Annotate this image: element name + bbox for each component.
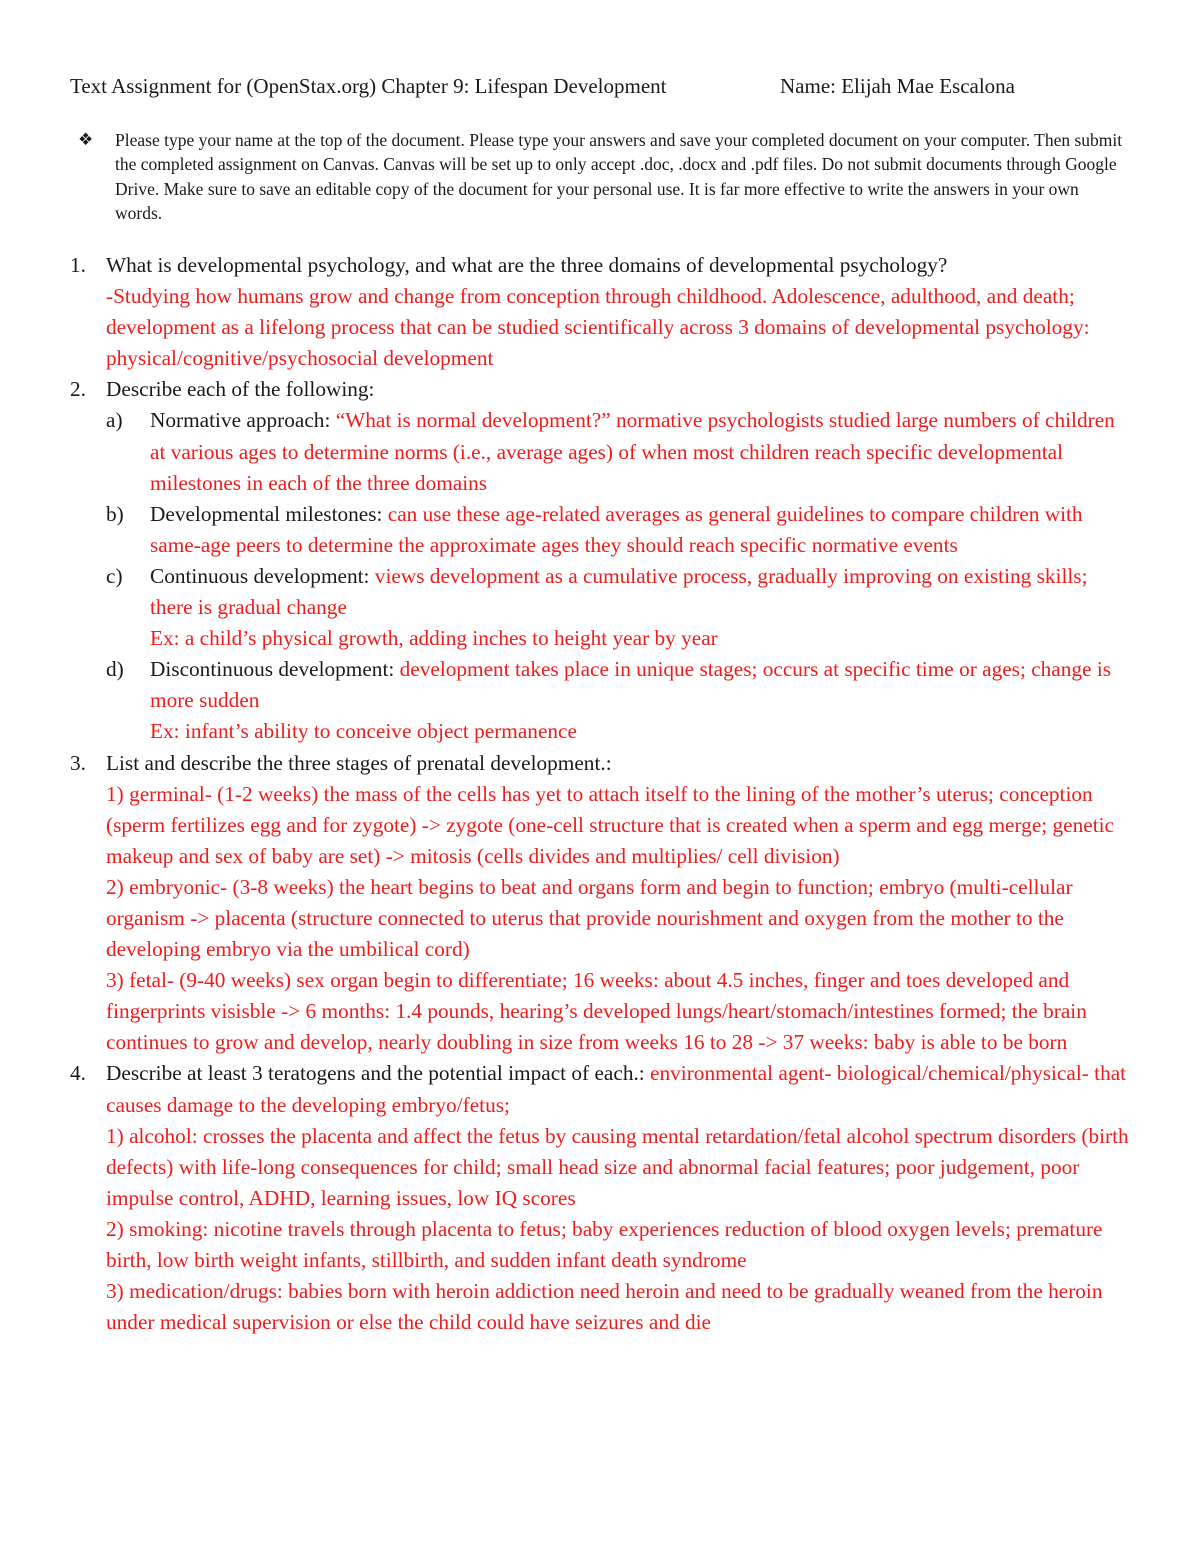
question-number: 4.: [70, 1061, 86, 1086]
question-text: Describe each of the following:: [106, 377, 375, 402]
stage-embryonic-text: 2) embryonic- (3-8 weeks) the heart begins to beat and organs form and begin to function; embryo (multi-cellular organism -> placenta (structure connected to uterus that provide nourishment and oxygen from the mother to the developing embryo via the umbilical cord): [106, 874, 1073, 962]
question-text: What is developmental psychology, and what are the three domains of developmental psychology?: [106, 253, 948, 277]
document-header: [70, 72, 1150, 100]
student-name: Name: Elijah Mae Escalona: [780, 74, 1015, 98]
question-number: 2.: [70, 377, 86, 402]
subquestion-b: [106, 499, 1130, 561]
subquestion-term: Normative approach:: [150, 408, 336, 433]
answer-intro-text: environmental agent- biological/chemical/physical- that causes damage to the developing embryo/fetus;: [106, 1061, 1127, 1117]
subquestion-label: a): [106, 408, 123, 433]
answer-text: development takes place in unique stages; occurs at specific time or ages; change is more sudden: [150, 657, 1112, 713]
stage-germinal-text: 1) germinal- (1-2 weeks) the mass of the cells has yet to attach itself to the lining of the mother’s uterus; conception (sperm fertilizes egg and for zygote) -> zygote (one-cell structure that is created when a sperm and egg merge; genetic makeup and sex of baby are set) -> mitosis (cells divides and multiplies/ cell division): [106, 781, 1115, 868]
subquestion-term: Developmental milestones:: [150, 501, 388, 526]
example-text: Ex: a child’s physical growth, adding inches to height year by year: [150, 626, 718, 651]
questions-list: [70, 250, 1130, 1338]
question-2: [70, 374, 1130, 747]
question-text: List and describe the three stages of prenatal development.:: [106, 750, 612, 775]
subquestion-term: Discontinuous development:: [150, 657, 400, 682]
assignment-title: Text Assignment for (OpenStax.org) Chapter 9: Lifespan Development: [70, 74, 667, 98]
question-text: Describe at least 3 teratogens and the potential impact of each.:: [106, 1061, 651, 1086]
answer-text: “What is normal development?” normative psychologists studied large numbers of children at various ages to determine norms (i.e., average ages) of when most children reach specific developmental milestones in each of the three domains: [150, 408, 1115, 495]
question-number: 1.: [70, 253, 86, 277]
subquestion-label: b): [106, 501, 124, 526]
question-1: [70, 250, 1130, 374]
instructions-note: [78, 128, 1128, 226]
teratogen-drugs-text: 3) medication/drugs: babies born with heroin addiction need heroin and need to be gradually weaned from the heroin under medical supervision or else the child could have seizures and die: [106, 1279, 1103, 1335]
four-diamond-bullet-icon: ❖: [78, 130, 94, 149]
subquestion-term: Continuous development:: [150, 563, 375, 588]
instructions-text: Please type your name at the top of the document. Please type your answers and save your completed document on your computer. Then submit the completed assignment on Canvas. Canvas will be set up to only accept .doc, .docx and .pdf files. Do not submit documents through Google Drive. Make sure to save an editable copy of the document for your personal use. It is far more effective to write the answers in your own words.: [115, 130, 1123, 224]
answer-text: -Studying how humans grow and change from conception through childhood. Adolescence, adulthood, and death; development as a lifelong process that can be studied scientifically across 3 domains of developmental psychology: physical/cognitive/psychosocial development: [106, 284, 1090, 371]
teratogen-alcohol-text: 1) alcohol: crosses the placenta and affect the fetus by causing mental retardation/fetal alcohol spectrum disorders (birth defects) with life-long consequences for child; small head size and abnormal facial features; poor judgement, poor impulse control, ADHD, learning issues, low IQ scores: [106, 1123, 1129, 1210]
answer-text: can use these age-related averages as general guidelines to compare children with same-age peers to determine the approximate ages they should reach specific normative events: [150, 501, 1083, 557]
subquestion-label: d): [106, 657, 124, 682]
question-4: [70, 1058, 1130, 1338]
example-text: Ex: infant’s ability to conceive object permanence: [150, 719, 577, 744]
subquestion-a: [106, 405, 1130, 498]
subquestion-d: [106, 654, 1130, 747]
answer-text: views development as a cumulative process, gradually improving on existing skills; there is gradual change: [150, 563, 1088, 620]
subquestion-label: c): [106, 563, 123, 588]
question-3: [70, 748, 1130, 1059]
question-number: 3.: [70, 750, 86, 775]
subquestion-c: [106, 561, 1130, 654]
teratogen-smoking-text: 2) smoking: nicotine travels through placenta to fetus; baby experiences reduction of blood oxygen levels; premature birth, low birth weight infants, stillbirth, and sudden infant death syndrome: [106, 1216, 1103, 1272]
stage-fetal-text: 3) fetal- (9-40 weeks) sex organ begin to differentiate; 16 weeks: about 4.5 inches, finger and toes developed and fingerprints visisble -> 6 months: 1.4 pounds, hearing’s developed lungs/heart/stomach/intestines formed; the brain continues to grow and develop, nearly doubling in size from weeks 16 to 28 -> 37 weeks: baby is able to be born: [106, 968, 1087, 1055]
